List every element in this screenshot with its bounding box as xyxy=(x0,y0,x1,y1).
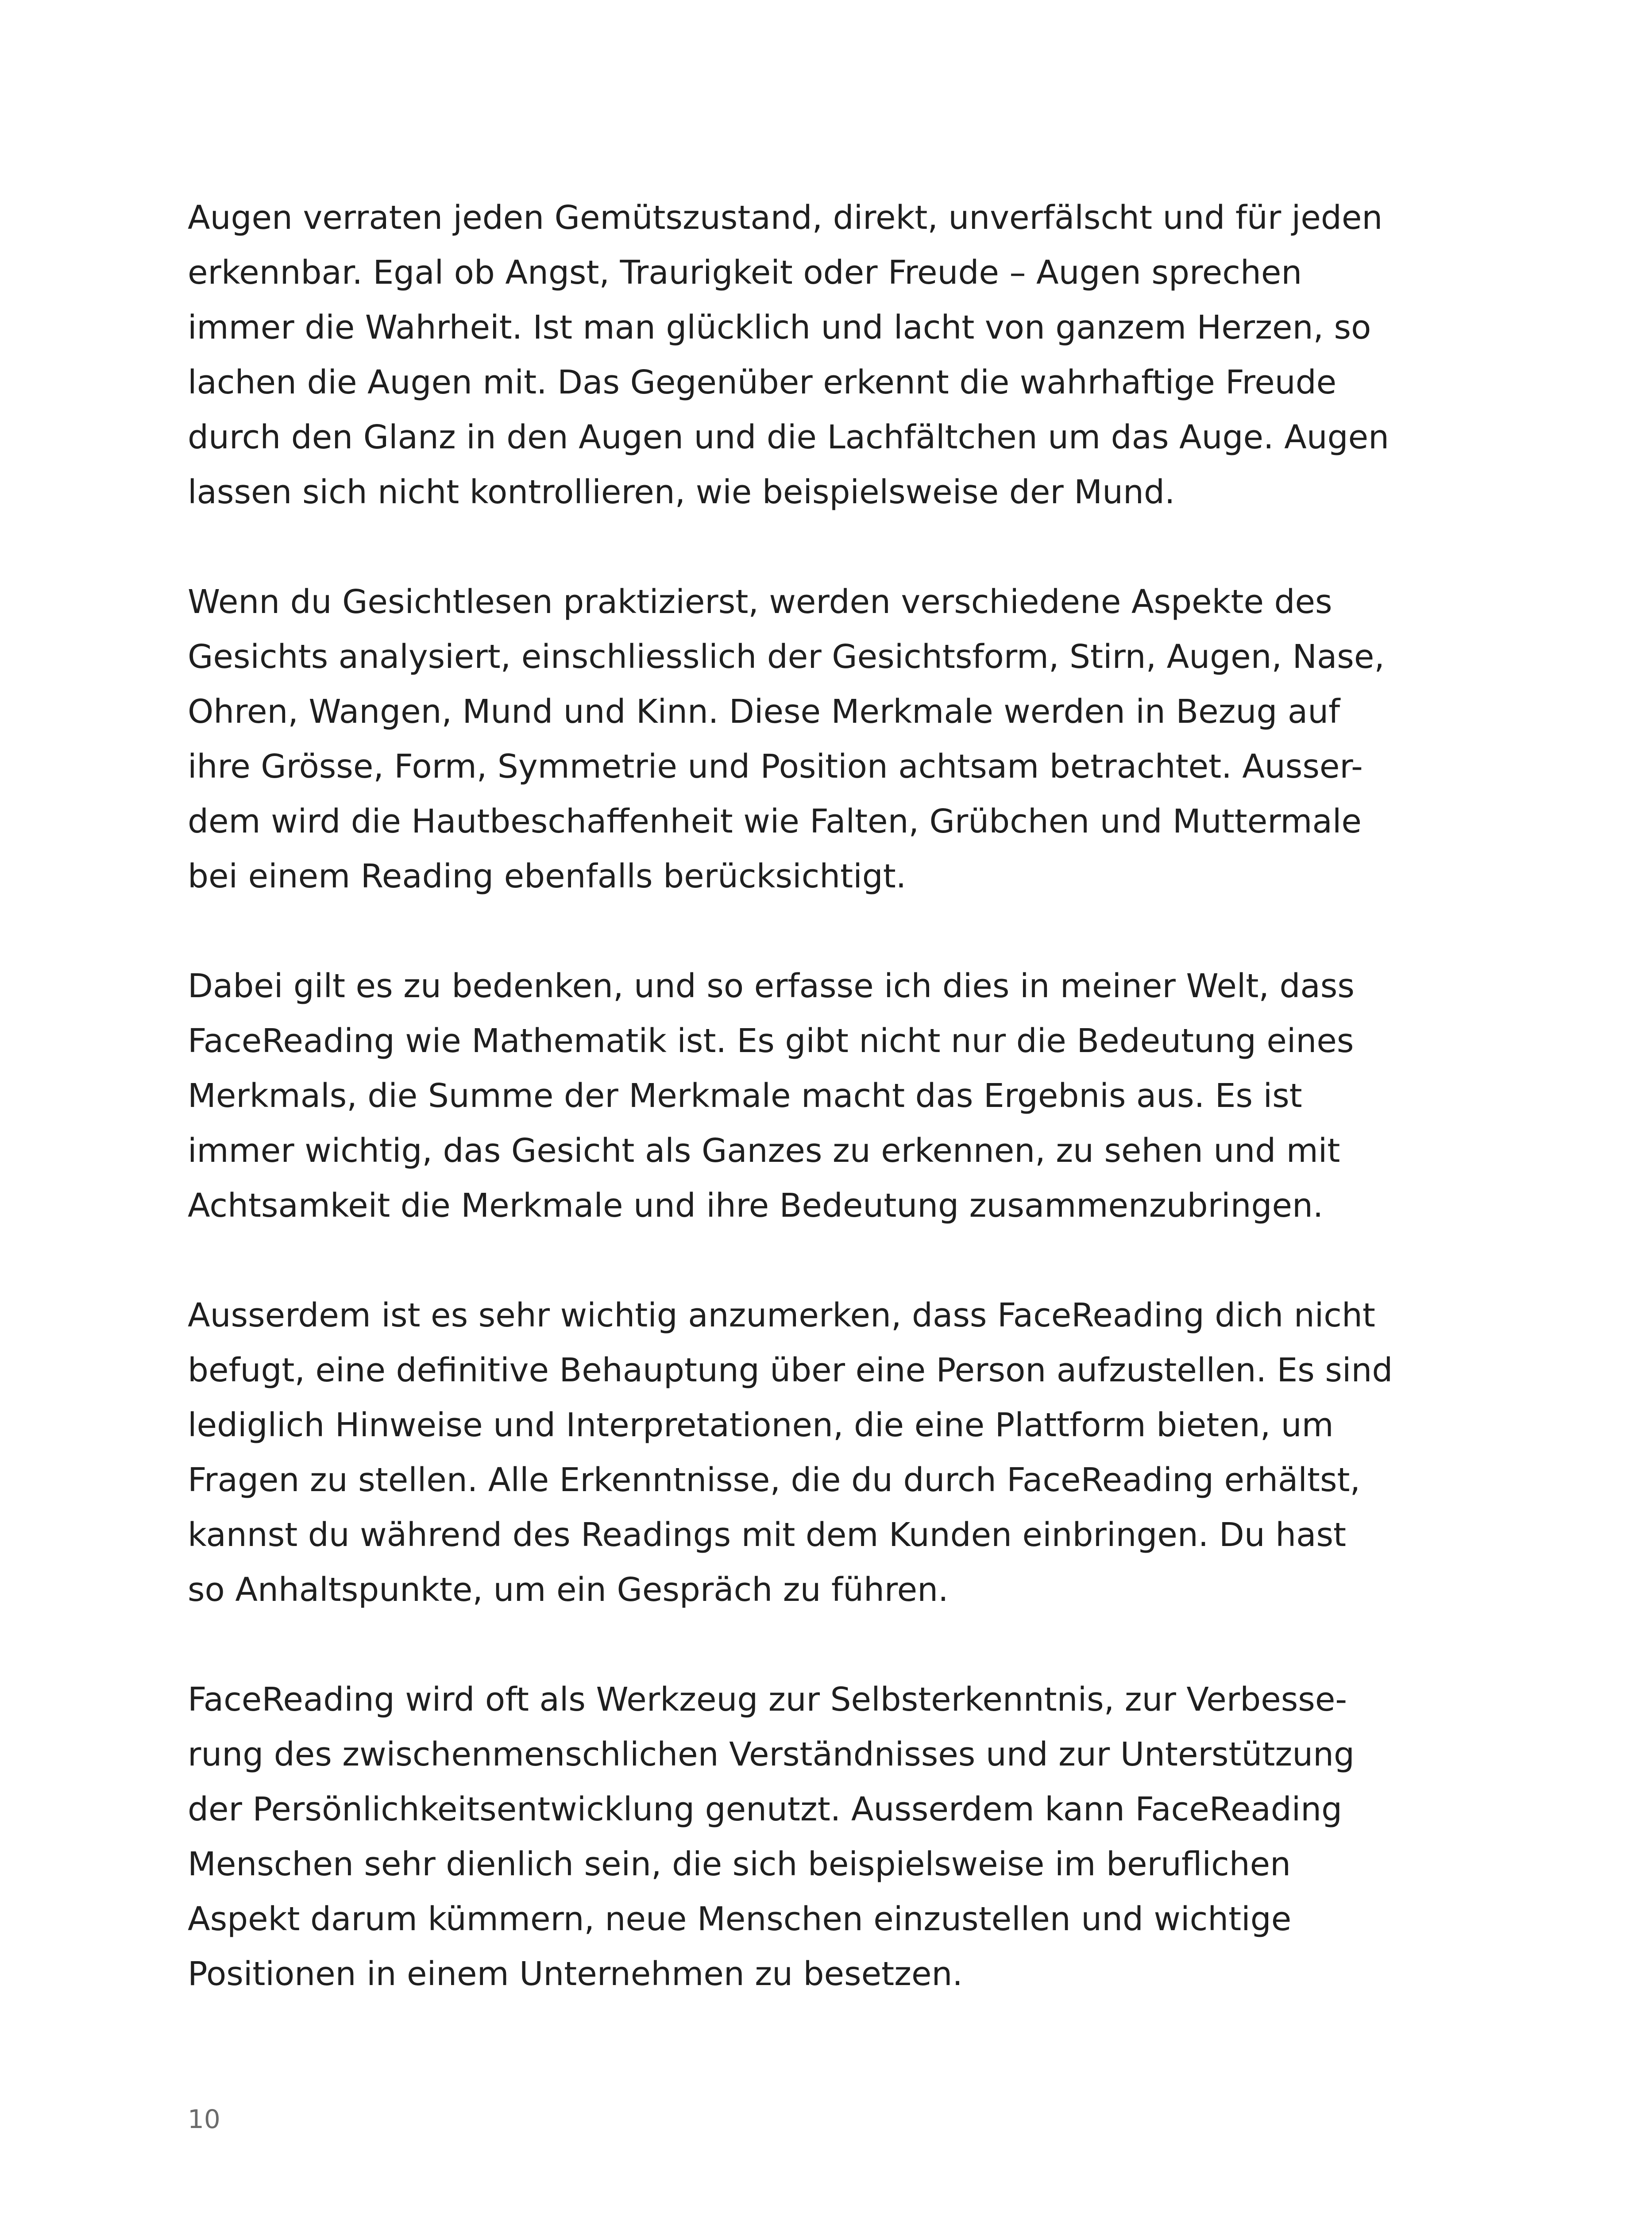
text-line: Menschen sehr dienlich sein, die sich beispielsweise im beruflichen xyxy=(188,1845,1291,1883)
body-text xyxy=(188,190,1507,2001)
text-line: immer die Wahrheit. Ist man glücklich und lacht von ganzem Herzen, so xyxy=(188,308,1371,347)
text-line: der Persönlichkeitsentwicklung genutzt. Ausserdem kann FaceReading xyxy=(188,1790,1343,1828)
text-line: Ohren, Wangen, Mund und Kinn. Diese Merkmale werden in Bezug auf xyxy=(188,693,1340,731)
text-line: immer wichtig, das Gesicht als Ganzes zu erkennen, zu sehen und mit xyxy=(188,1132,1340,1170)
text-line: Gesichts analysiert, einschliesslich der Gesichtsform, Stirn, Augen, Nase, xyxy=(188,638,1385,676)
text-line: durch den Glanz in den Augen und die Lachfältchen um das Auge. Augen xyxy=(188,418,1390,456)
paragraph-spacer xyxy=(188,520,1507,574)
text-line: dem wird die Hautbeschaffenheit wie Falten, Grübchen und Muttermale xyxy=(188,802,1362,840)
text-line: Wenn du Gesichtlesen praktizierst, werden verschiedene Aspekte des xyxy=(188,583,1332,621)
paragraph-1 xyxy=(188,190,1507,520)
paragraph-2 xyxy=(188,574,1507,904)
text-line: lediglich Hinweise und Interpretationen, die eine Plattform bieten, um xyxy=(188,1406,1334,1444)
text-line: FaceReading wird oft als Werkzeug zur Selbsterkenntnis, zur Verbesse- xyxy=(188,1681,1347,1719)
text-line: kannst du während des Readings mit dem Kunden einbringen. Du hast xyxy=(188,1516,1347,1554)
text-line: Augen verraten jeden Gemütszustand, direkt, unverfälscht und für jeden xyxy=(188,199,1383,237)
paragraph-spacer xyxy=(188,904,1507,959)
text-line: Fragen zu stellen. Alle Erkenntnisse, die du durch FaceReading erhältst, xyxy=(188,1461,1361,1499)
text-line: Positionen in einem Unternehmen zu besetzen. xyxy=(188,1955,963,1993)
text-line: lassen sich nicht kontrollieren, wie beispielsweise der Mund. xyxy=(188,473,1175,511)
text-line: Achtsamkeit die Merkmale und ihre Bedeutung zusammenzubringen. xyxy=(188,1187,1324,1225)
paragraph-spacer xyxy=(188,1233,1507,1288)
page-number: 10 xyxy=(188,2104,220,2134)
text-line: bei einem Reading ebenfalls berücksichtigt. xyxy=(188,857,907,895)
paragraph-spacer xyxy=(188,1617,1507,1672)
text-line: Ausserdem ist es sehr wichtig anzumerken, dass FaceReading dich nicht xyxy=(188,1296,1375,1334)
text-line: befugt, eine definitive Behauptung über eine Person aufzustellen. Es sind xyxy=(188,1351,1393,1389)
text-line: Aspekt darum kümmern, neue Menschen einzustellen und wichtige xyxy=(188,1900,1292,1938)
text-line: so Anhaltspunkte, um ein Gespräch zu führen. xyxy=(188,1571,949,1609)
text-line: Merkmals, die Summe der Merkmale macht das Ergebnis aus. Es ist xyxy=(188,1077,1302,1115)
text-line: Dabei gilt es zu bedenken, und so erfasse ich dies in meiner Welt, dass xyxy=(188,967,1355,1005)
text-line: FaceReading wie Mathematik ist. Es gibt nicht nur die Bedeutung eines xyxy=(188,1022,1354,1060)
paragraph-4 xyxy=(188,1288,1507,1617)
text-line: erkennbar. Egal ob Angst, Traurigkeit oder Freude – Augen sprechen xyxy=(188,254,1302,292)
paragraph-5 xyxy=(188,1672,1507,2001)
text-line: rung des zwischenmenschlichen Verständnisses und zur Unterstützung xyxy=(188,1735,1355,1773)
text-line: ihre Grösse, Form, Symmetrie und Position achtsam betrachtet. Ausser- xyxy=(188,748,1363,786)
text-line: lachen die Augen mit. Das Gegenüber erkennt die wahrhaftige Freude xyxy=(188,363,1337,401)
paragraph-3 xyxy=(188,959,1507,1233)
